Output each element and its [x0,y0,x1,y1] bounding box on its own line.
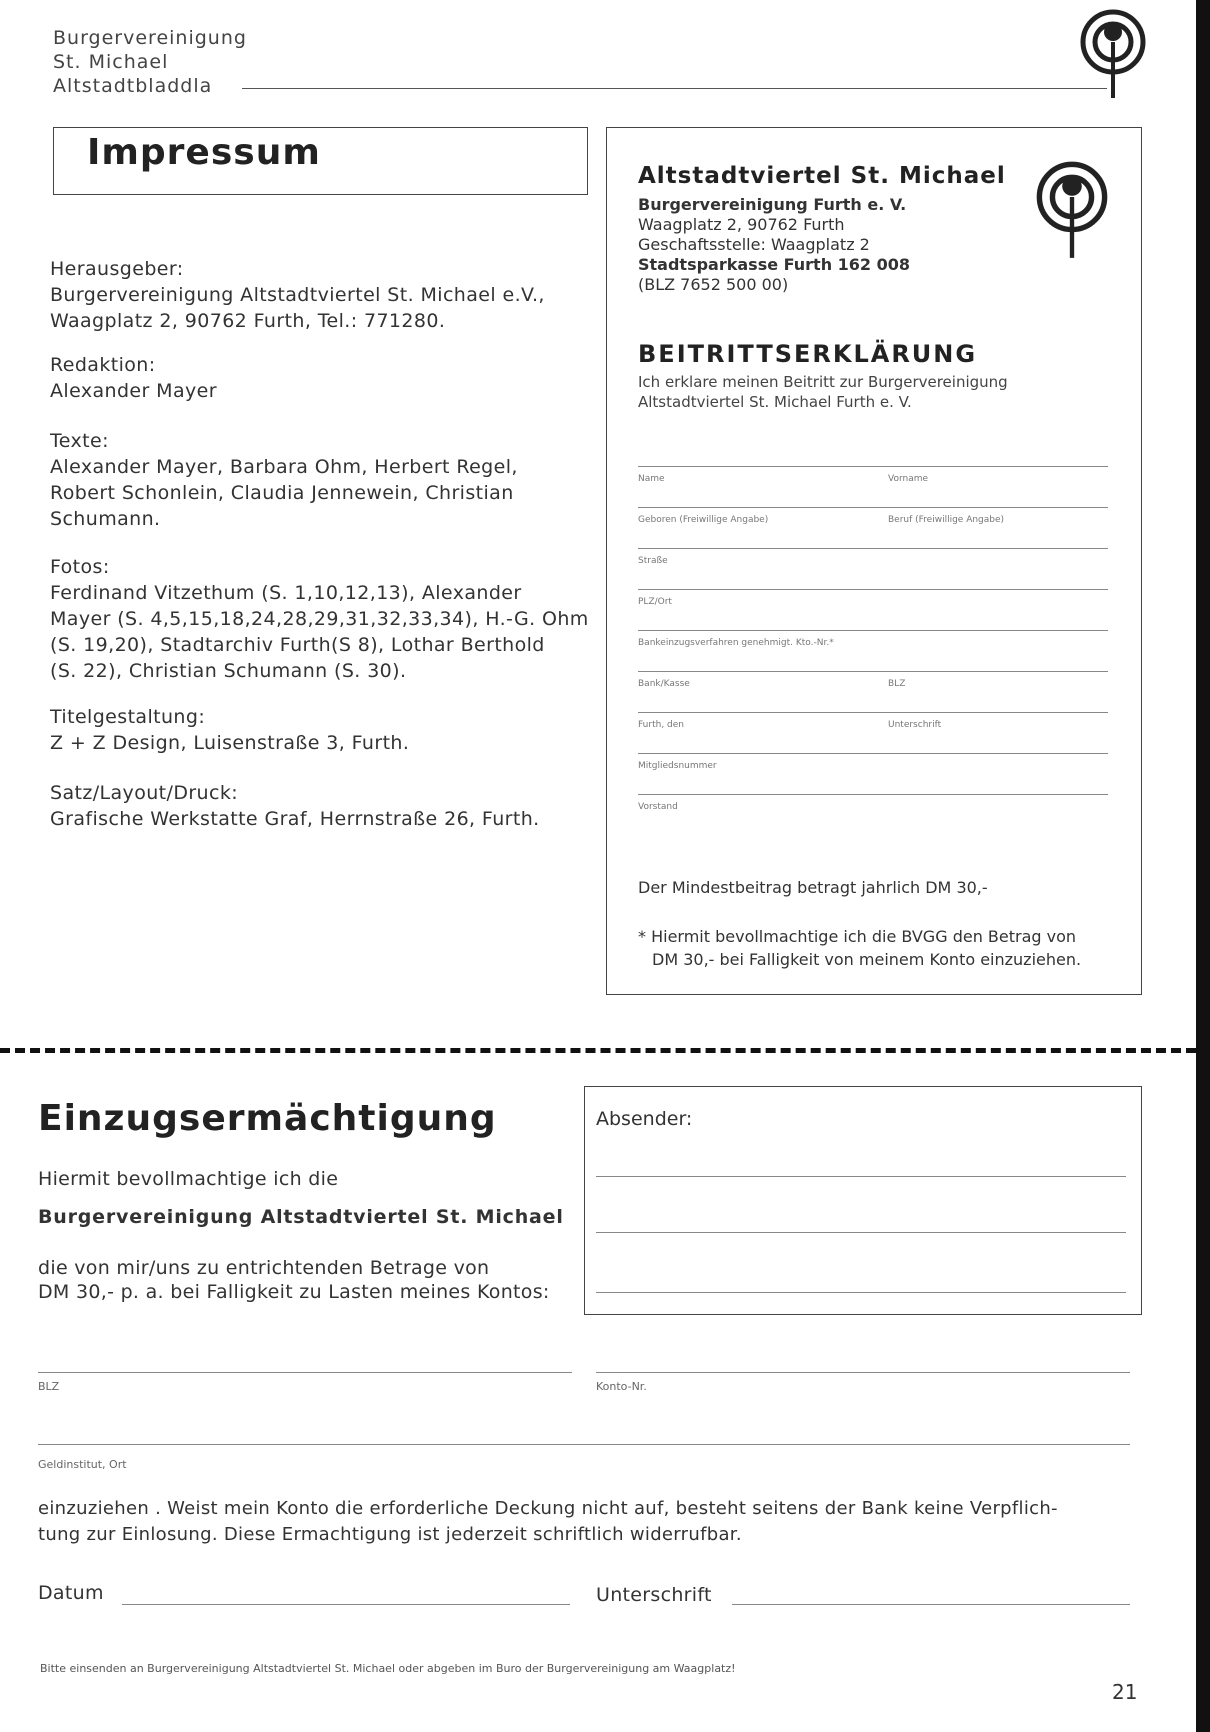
field-label-blz: BLZ [888,679,906,689]
field-label-mitglied: Mitgliedsnummer [638,761,717,771]
einzug-line-1: Hiermit bevollmachtige ich die [38,1168,339,1190]
field-label-bankeinzug: Bankeinzugsverfahren genehmigt. Kto.-Nr.* [638,638,834,648]
satz-label: Satz/Layout/Druck: [50,782,239,804]
note-line-2: DM 30,- bei Falligkeit von meinem Konto einzuziehen. [652,950,1082,969]
vorname-field[interactable] [888,478,1108,502]
field-label-name: Name [638,474,665,484]
satz-value: Grafische Werkstatte Graf, Herrnstraße 26, Furth. [50,808,540,830]
field-label-vorname: Vorname [888,474,929,484]
org-bank: Stadtsparkasse Furth 162 008 [638,255,911,274]
titel-block [50,704,590,756]
redaktion-label: Redaktion: [50,354,156,376]
org-blz: (BLZ 7652 500 00) [638,275,789,294]
org-address: Waagplatz 2, 90762 Furth [638,215,845,234]
bevollmaechtigung-note [638,925,1081,971]
field-label-beruf: Beruf (Freiwillige Angabe) [888,515,1005,525]
einzug-body-line-1: einzuziehen . Weist mein Konto die erforderliche Deckung nicht auf, besteht seitens der Bank keine Verpflich- [38,1498,1058,1519]
absender-label: Absender: [596,1108,693,1130]
field-label-geboren: Geboren (Freiwillige Angabe) [638,515,769,525]
redaktion-block [50,352,590,404]
org-office: Geschaftsstelle: Waagplatz 2 [638,235,870,254]
einzug-line-2: Burgervereinigung Altstadtviertel St. Michael [38,1206,564,1228]
header-rule [242,88,1107,89]
cut-line [0,1048,1196,1053]
absender-line[interactable] [596,1176,1126,1177]
texte-line-1: Alexander Mayer, Barbara Ohm, Herbert Regel, [50,456,518,478]
field-label-plz: PLZ/Ort [638,597,672,607]
titel-label: Titelgestaltung: [50,706,206,728]
field-label-vorstand: Vorstand [638,802,678,812]
fotos-label: Fotos: [50,556,110,578]
einzug-title: Einzugsermächtigung [38,1098,497,1139]
geldinstitut-line[interactable] [38,1444,1130,1445]
herausgeber-label: Herausgeber: [50,258,184,280]
header-line-3: Altstadtbladdla [53,75,213,97]
mindestbeitrag-text: Der Mindestbeitrag betragt jahrlich DM 30,- [638,878,988,897]
membership-title: Altstadtviertel St. Michael [638,163,1006,189]
texte-block [50,428,590,532]
fotos-line-1: Ferdinand Vitzethum (S. 1,10,12,13), Alexander [50,582,522,604]
texte-line-2: Robert Schonlein, Claudia Jennewein, Christian [50,482,514,504]
form-line [638,671,1108,672]
einzug-line-4: DM 30,- p. a. bei Falligkeit zu Lasten meines Kontos: [38,1281,550,1303]
field-label-furth: Furth, den [638,720,684,730]
org-name: Burgervereinigung Furth e. V. [638,195,907,214]
blz-line[interactable] [38,1372,572,1373]
page-edge [1196,0,1210,1732]
membership-org-info [638,195,910,295]
form-line [638,507,1108,508]
herausgeber-line-2: Waagplatz 2, 90762 Furth, Tel.: 771280. [50,310,446,332]
konto-label: Konto-Nr. [596,1380,647,1393]
beitritt-text [638,372,1008,412]
publication-header [53,26,247,98]
beitritt-line-2: Altstadtviertel St. Michael Furth e. V. [638,393,912,411]
header-line-1: Burgervereinigung [53,27,247,49]
fotos-block [50,554,590,684]
field-label-bank: Bank/Kasse [638,679,690,689]
form-line [638,630,1108,631]
texte-line-3: Schumann. [50,508,161,530]
datum-label: Datum [38,1582,104,1604]
page-number: 21 [1112,1680,1138,1704]
form-line [638,753,1108,754]
fotos-line-3: (S. 19,20), Stadtarchiv Furth(S 8), Lothar Berthold [50,634,545,656]
club-logo-icon [1036,160,1108,260]
herausgeber-block [50,256,590,334]
herausgeber-line-1: Burgervereinigung Altstadtviertel St. Michael e.V., [50,284,545,306]
form-line [638,794,1108,795]
beitritt-line-1: Ich erklare meinen Beitritt zur Burgervereinigung [638,373,1008,391]
texte-label: Texte: [50,430,109,452]
konto-line[interactable] [596,1372,1130,1373]
name-field[interactable] [638,478,868,502]
titel-value: Z + Z Design, Luisenstraße 3, Furth. [50,732,410,754]
footer-note: Bitte einsenden an Burgervereinigung Altstadtviertel St. Michael oder abgeben im Buro der Burgervereinigung am Waagplatz! [40,1662,736,1675]
form-line [638,589,1108,590]
field-label-strasse: Straße [638,556,668,566]
absender-line[interactable] [596,1232,1126,1233]
form-line [638,466,1108,467]
form-line [638,548,1108,549]
einzug-body [38,1496,1058,1548]
note-line-1: * Hiermit bevollmachtige ich die BVGG den Betrag von [638,927,1077,946]
unterschrift-label: Unterschrift [596,1584,712,1606]
header-line-2: St. Michael [53,51,169,73]
blz-label: BLZ [38,1380,60,1393]
redaktion-value: Alexander Mayer [50,380,217,402]
club-logo-icon [1080,8,1146,100]
beitritt-title: BEITRITTSERKLÄRUNG [638,340,978,368]
einzug-body-line-2: tung zur Einlosung. Diese Ermachtigung ist jederzeit schriftlich widerrufbar. [38,1524,742,1545]
impressum-title: Impressum [87,132,321,173]
fotos-line-2: Mayer (S. 4,5,15,18,24,28,29,31,32,33,34), H.-G. Ohm [50,608,589,630]
geldinstitut-label: Geldinstitut, Ort [38,1458,127,1471]
einzug-line-3: die von mir/uns zu entrichtenden Betrage von [38,1257,490,1279]
field-label-unterschrift: Unterschrift [888,720,942,730]
satz-block [50,780,590,832]
absender-line[interactable] [596,1292,1126,1293]
datum-line[interactable] [122,1604,570,1605]
form-line [638,712,1108,713]
fotos-line-4: (S. 22), Christian Schumann (S. 30). [50,660,407,682]
unterschrift-line[interactable] [732,1604,1130,1605]
